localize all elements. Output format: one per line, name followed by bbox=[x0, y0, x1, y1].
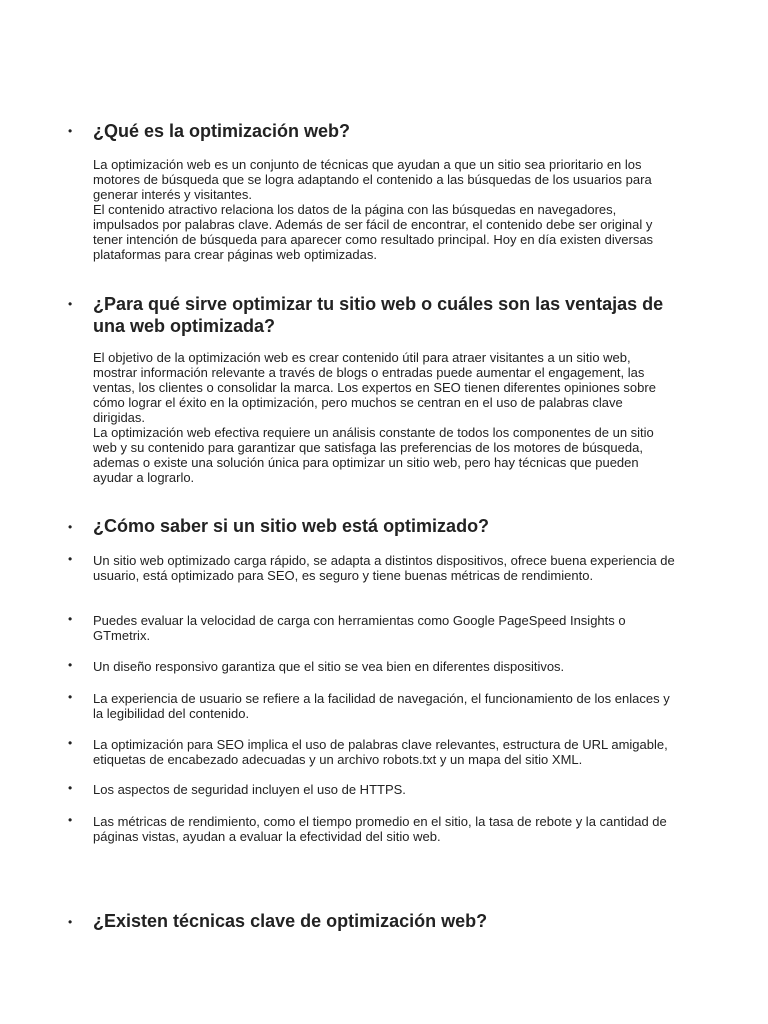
paragraph: La optimización web es un conjunto de técnicas que ayudan a que un sitio sea prioritario en los motores de búsqueda que se logra adaptando el contenido a las búsquedas de los usuarios para generar interés y visitantes. bbox=[93, 157, 652, 202]
list-bullet: • bbox=[68, 781, 73, 795]
paragraph: El contenido atractivo relaciona los datos de la página con las búsquedas en navegadores, impulsados por palabras clave. Además de ser fácil de encontrar, el contenido debe ser original y tener intención de búsqueda para aparecer como resultado principal. Hoy en día existen diversas plataformas para crear páginas web optimizadas. bbox=[93, 202, 654, 262]
section-paragraph-block bbox=[93, 157, 675, 262]
section-heading-how-to-know: ¿Cómo saber si un sitio web está optimizado? bbox=[93, 516, 490, 536]
section-heading-key-techniques: ¿Existen técnicas clave de optimización web? bbox=[93, 911, 488, 931]
list-item: La optimización para SEO implica el uso de palabras clave relevantes, estructura de URL amigable, etiquetas de encabezado adecuadas y un archivo robots.txt y un mapa del sitio XML. bbox=[93, 737, 668, 767]
list-item: Un diseño responsivo garantiza que el sitio se vea bien en diferentes dispositivos. bbox=[93, 659, 565, 674]
list-item: Un sitio web optimizado carga rápido, se adapta a distintos dispositivos, ofrece buena experiencia de usuario, está optimizado para SEO, es seguro y tiene buenas métricas de rendimiento. bbox=[93, 553, 675, 583]
list-bullet: • bbox=[68, 612, 73, 626]
list-bullet: • bbox=[68, 552, 73, 566]
list-bullet: • bbox=[68, 736, 73, 750]
heading-bullet: • bbox=[68, 520, 73, 534]
paragraph: La optimización web efectiva requiere un análisis constante de todos los componentes de un sitio web y su contenido para garantizar que satisfaga las preferencias de los motores de búsqueda, ademas o existe una solución única para optimizar un sitio web, pero hay técnicas que pueden ayudar a lograrlo. bbox=[93, 425, 654, 485]
list-item: Puedes evaluar la velocidad de carga con herramientas como Google PageSpeed Insights o GTmetrix. bbox=[93, 613, 626, 643]
section-heading-benefits: ¿Para qué sirve optimizar tu sitio web o cuáles son las ventajas de una web optimizada? bbox=[93, 294, 664, 336]
paragraph: El objetivo de la optimización web es crear contenido útil para atraer visitantes a un sitio web, mostrar información relevante a través de blogs o entradas puede aumentar el engagement, las ventas, los clientes o consolidar la marca. Los expertos en SEO tienen diferentes opiniones sobre cómo lograr el éxito en la optimización, pero muchos se centran en el uso de palabras clave dirigidas. bbox=[93, 350, 656, 425]
list-bullet: • bbox=[68, 813, 73, 827]
list-item: La experiencia de usuario se refiere a la facilidad de navegación, el funcionamiento de los enlaces y la legibilidad del contenido. bbox=[93, 691, 670, 721]
section-heading-what-is: ¿Qué es la optimización web? bbox=[93, 121, 351, 141]
list-bullet: • bbox=[68, 690, 73, 704]
heading-bullet: • bbox=[68, 124, 73, 138]
section-paragraph-block bbox=[93, 350, 675, 485]
list-item: Los aspectos de seguridad incluyen el uso de HTTPS. bbox=[93, 782, 406, 797]
heading-bullet: • bbox=[68, 297, 73, 311]
list-bullet: • bbox=[68, 658, 73, 672]
heading-bullet: • bbox=[68, 915, 73, 929]
list-item: Las métricas de rendimiento, como el tiempo promedio en el sitio, la tasa de rebote y la cantidad de páginas vistas, ayudan a evaluar la efectividad del sitio web. bbox=[93, 814, 667, 844]
